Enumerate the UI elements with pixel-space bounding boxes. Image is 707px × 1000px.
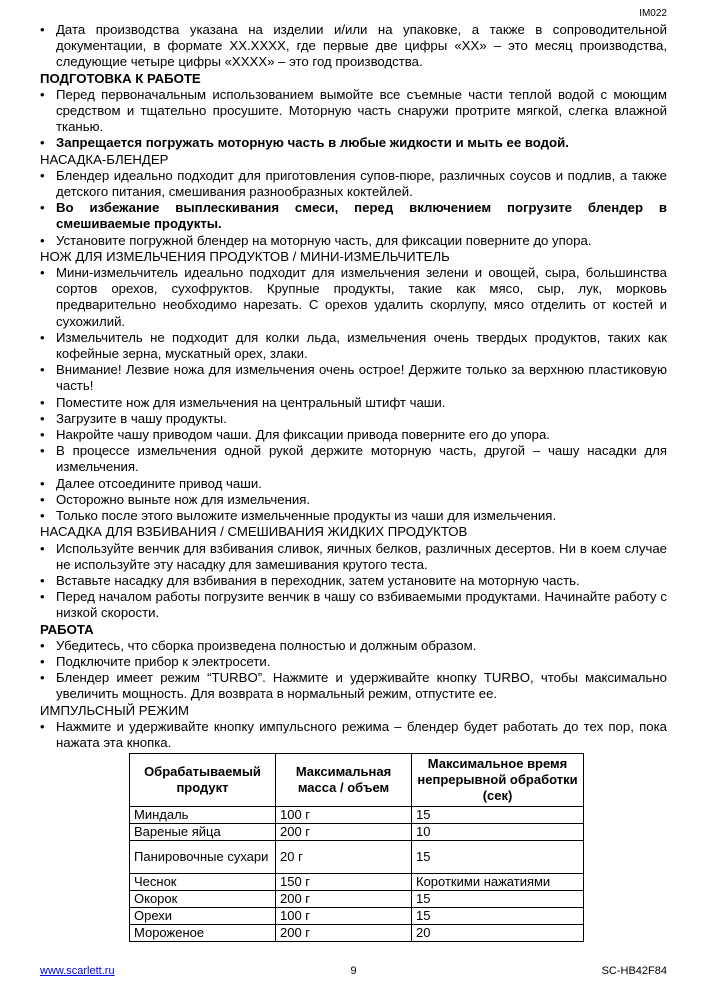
section-title-blender: НАСАДКА-БЛЕНДЕР	[40, 151, 169, 167]
list-item: • Нажмите и удерживайте кнопку импульсного режима – блендер будет работать до тех пор, пока нажата эта кнопка.	[40, 718, 667, 750]
table-cell: 100 г	[276, 908, 412, 925]
warning-item: • Запрещается погружать моторную часть в любые жидкости и мыть ее водой.	[40, 135, 569, 151]
list-item: • Убедитесь, что сборка произведена полностью и должным образом.	[40, 637, 477, 653]
list-item: • Дата производства указана на изделии и/или на упаковке, а также в сопроводительной документации, в формате XX.XXXX, где первые две цифры «XX» – это месяц производства, следующие четыре цифры «XXXX» – это год производства.	[40, 22, 667, 70]
table-cell: Панировочные сухари	[130, 841, 276, 874]
table-row	[130, 891, 584, 908]
table-cell: 20 г	[276, 841, 412, 874]
table-cell: Короткими нажатиями	[412, 874, 584, 891]
list-item: • Установите погружной блендер на моторную часть, для фиксации поверните до упора.	[40, 232, 592, 248]
list-item: • Блендер имеет режим “TURBO”. Нажмите и удерживайте кнопку TURBO, чтобы максимально увеличить мощность. Для возврата в нормальный режим, отпустите ее.	[40, 670, 667, 702]
list-item: • Мини-измельчитель идеально подходит для измельчения зелени и овощей, сыра, большинства сортов орехов, сухофруктов. Крупные продукты, такие как мясо, сыр, лук, морковь предварительно необходимо нарезать. С орехов удалить скорлупу, мясо отделить от костей и сухожилий.	[40, 265, 667, 329]
page-number: 9	[350, 965, 357, 977]
table-cell: Чеснок	[130, 874, 276, 891]
list-item: • Поместите нож для измельчения на центральный штифт чаши.	[40, 394, 446, 410]
instruction-text	[40, 22, 667, 942]
section-title-whisk: НАСАДКА ДЛЯ ВЗБИВАНИЯ / СМЕШИВАНИЯ ЖИДКИХ ПРОДУКТОВ	[40, 524, 468, 540]
table-cell: Мороженое	[130, 925, 276, 942]
list-item: • Блендер идеально подходит для приготовления супов-пюре, различных соусов и подлив, а также детского питания, смешивания разнообразных коктейлей.	[40, 167, 667, 200]
table-cell: 200 г	[276, 824, 412, 841]
table-row	[130, 908, 584, 925]
table-row	[130, 874, 584, 891]
table-cell: Миндаль	[130, 807, 276, 824]
list-item: • В процессе измельчения одной рукой держите моторную часть, другой – чашу насадки для измельчения.	[40, 443, 667, 475]
warning-item: • Во избежание выплескивания смеси, перед включением погрузите блендер в смешиваемые продукты.	[40, 200, 667, 232]
list-item: • Перед началом работы погрузите венчик в чашу со взбиваемыми продуктами. Начинайте работу с низкой скорости.	[40, 589, 667, 621]
table-cell: Орехи	[130, 908, 276, 925]
list-item: • Только после этого выложите измельченные продукты из чаши для измельчения.	[40, 508, 557, 524]
table-cell: 15	[412, 841, 584, 874]
table-cell: 100 г	[276, 807, 412, 824]
table-cell: 15	[412, 807, 584, 824]
table-row	[130, 824, 584, 841]
table-cell: Вареные яйца	[130, 824, 276, 841]
table-cell: 200 г	[276, 891, 412, 908]
list-item: • Далее отсоедините привод чаши.	[40, 475, 262, 491]
table-cell: 15	[412, 891, 584, 908]
table-row	[130, 925, 584, 942]
table-header-cell: Максимальное время непрерывной обработки (сек)	[412, 754, 584, 807]
list-item: • Измельчитель не подходит для колки льда, измельчения очень твердых продуктов, таких как кофейные зерна, мускатный орех, злаки.	[40, 329, 667, 362]
table-cell: Окорок	[130, 891, 276, 908]
table-cell: 15	[412, 908, 584, 925]
list-item: • Используйте венчик для взбивания сливок, яичных белков, различных десертов. Ни в коем случае не используйте эту насадку для замешивания крутого теста.	[40, 540, 667, 572]
intro-text: Дата производства указана на изделии и/или на упаковке, а также в сопроводительной документации, в формате XX.XXXX, где первые две цифры «XX» – это месяц производства, следующие четыре цифры «XXXX» – это год производства.	[56, 22, 667, 70]
list-item: • Подключите прибор к электросети.	[40, 653, 271, 669]
list-item: • Загрузите в чашу продукты.	[40, 410, 227, 426]
list-item: • Осторожно выньте нож для измельчения.	[40, 491, 311, 507]
model-number: SC-HB42F84	[601, 965, 667, 977]
table-header-row	[130, 754, 584, 807]
table-cell: 20	[412, 925, 584, 942]
table-cell: 200 г	[276, 925, 412, 942]
section-title-prep: ПОДГОТОВКА К РАБОТЕ	[40, 70, 201, 86]
section-title-operation: РАБОТА	[40, 621, 94, 637]
processing-table	[129, 753, 584, 942]
list-item: • Внимание! Лезвие ножа для измельчения очень острое! Держите только за верхнюю пластиковую часть!	[40, 362, 667, 394]
list-item: • Перед первоначальным использованием вымойте все съемные части теплой водой с моющим средством и тщательно просушите. Моторную часть снаружи протрите мягкой, слегка влажной тканью.	[40, 86, 667, 135]
section-title-pulse: ИМПУЛЬСНЫЙ РЕЖИМ	[40, 702, 189, 718]
table-header-cell: Максимальная масса / объем	[276, 754, 412, 807]
table-row	[130, 841, 584, 874]
table-cell: 10	[412, 824, 584, 841]
list-item: • Накройте чашу приводом чаши. Для фиксации привода поверните его до упора.	[40, 427, 550, 443]
table-row	[130, 807, 584, 824]
section-title-chopper: НОЖ ДЛЯ ИЗМЕЛЬЧЕНИЯ ПРОДУКТОВ / МИНИ-ИЗМЕЛЬЧИТЕЛЬ	[40, 248, 450, 264]
table-cell: 150 г	[276, 874, 412, 891]
website-link[interactable]: www.scarlett.ru	[40, 965, 115, 977]
document-code: IM022	[639, 8, 667, 19]
table-header-cell: Обрабатываемый продукт	[130, 754, 276, 807]
list-item: • Вставьте насадку для взбивания в переходник, затем установите на моторную часть.	[40, 572, 580, 588]
